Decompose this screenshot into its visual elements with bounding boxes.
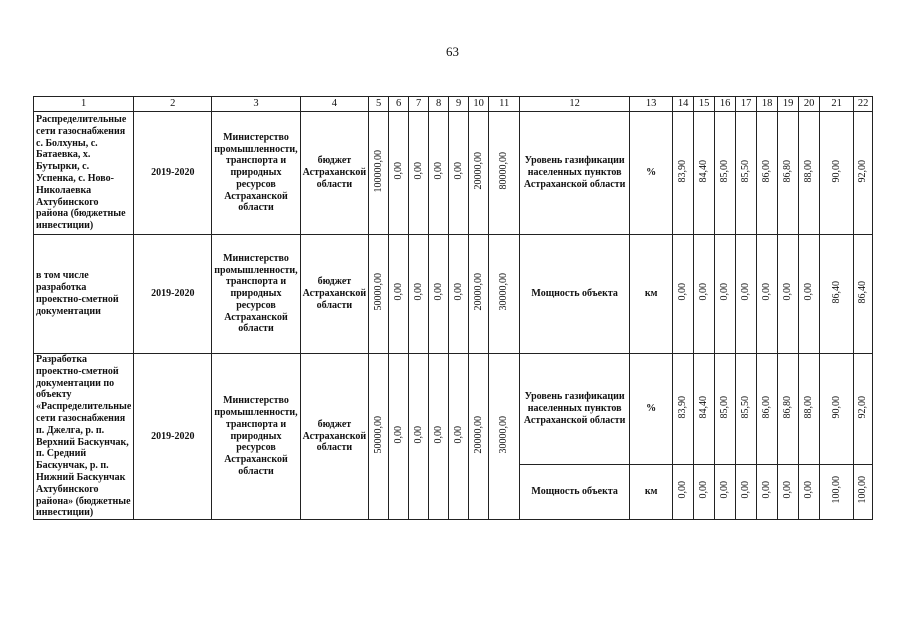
amount-cell xyxy=(429,235,449,354)
value-cell xyxy=(757,464,778,519)
amount-cell xyxy=(449,354,469,520)
indicator-value: 85,50 xyxy=(740,395,752,419)
amount-cell xyxy=(389,112,409,235)
value-cell xyxy=(778,464,799,519)
amount-cell xyxy=(409,354,429,520)
program-table xyxy=(33,96,873,520)
header-row xyxy=(34,97,873,112)
header-cell: 18 xyxy=(757,97,778,112)
value-cell xyxy=(757,112,778,235)
amount-cell xyxy=(469,354,489,520)
value-cell xyxy=(820,464,854,519)
indicator-value: 0,00 xyxy=(740,481,752,499)
value-cell xyxy=(854,354,873,465)
value-cell xyxy=(854,235,873,354)
table-row xyxy=(34,235,873,354)
value-cell xyxy=(778,235,799,354)
indicator-value: 86,00 xyxy=(761,159,773,183)
page-number: 63 xyxy=(446,44,459,59)
amount-value: 0,00 xyxy=(392,425,404,444)
indicator-value: 100,00 xyxy=(830,476,842,504)
header-cell: 16 xyxy=(715,97,736,112)
indicator: Уровень газификации населенных пунктов Астраханской области xyxy=(520,112,630,235)
funding-source: бюджет Астраханской области xyxy=(300,112,368,235)
header-cell: 2 xyxy=(134,97,212,112)
value-cell xyxy=(820,354,854,465)
executor: Министерство промышленности, транспорта и природных ресурсов Астраханской области xyxy=(212,235,300,354)
unit: км xyxy=(630,464,673,519)
header-cell: 12 xyxy=(520,97,630,112)
amount-value: 0,00 xyxy=(452,162,464,180)
indicator-value: 86,80 xyxy=(782,159,794,183)
executor: Министерство промышленности, транспорта и природных ресурсов Астраханской области xyxy=(212,112,300,235)
amount-value: 100000,00 xyxy=(372,149,384,193)
period: 2019-2020 xyxy=(134,354,212,520)
amount-value: 20000,00 xyxy=(472,152,484,190)
indicator: Мощность объекта xyxy=(520,235,630,354)
value-cell xyxy=(820,235,854,354)
unit: % xyxy=(630,112,673,235)
value-cell xyxy=(694,112,715,235)
amount-value: 20000,00 xyxy=(472,273,484,311)
object-name: Распределительные сети газоснабжения с. Болхуны, с. Батаевка, х. Бутырки, с. Успенка, с. Ново-Николаевка Ахтубинского района (бюджетные инвестиции) xyxy=(34,112,134,235)
amount-cell xyxy=(489,354,520,520)
indicator-value: 0,00 xyxy=(677,283,689,301)
table-row xyxy=(34,112,873,235)
indicator-value: 83,90 xyxy=(677,395,689,419)
value-cell xyxy=(694,354,715,465)
amount-value: 30000,00 xyxy=(498,415,510,454)
amount-cell xyxy=(429,354,449,520)
unit: км xyxy=(630,235,673,354)
indicator-value: 86,40 xyxy=(857,280,869,304)
value-cell xyxy=(736,354,757,465)
value-cell xyxy=(757,354,778,465)
header-cell: 3 xyxy=(212,97,300,112)
value-cell xyxy=(736,464,757,519)
value-cell xyxy=(799,112,820,235)
indicator-value: 100,00 xyxy=(857,476,869,504)
value-cell xyxy=(694,235,715,354)
header-cell: 6 xyxy=(389,97,409,112)
funding-source: бюджет Астраханской области xyxy=(300,235,368,354)
amount-cell xyxy=(369,112,389,235)
period: 2019-2020 xyxy=(134,112,212,235)
indicator-value: 0,00 xyxy=(698,283,710,301)
amount-value: 80000,00 xyxy=(498,152,510,190)
amount-cell xyxy=(489,112,520,235)
indicator-value: 0,00 xyxy=(782,283,794,301)
value-cell xyxy=(854,112,873,235)
header-cell: 14 xyxy=(673,97,694,112)
header-cell: 1 xyxy=(34,97,134,112)
header-cell: 8 xyxy=(429,97,449,112)
indicator-value: 92,00 xyxy=(857,159,869,183)
value-cell xyxy=(820,112,854,235)
funding-source: бюджет Астраханской области xyxy=(300,354,368,520)
indicator-value: 0,00 xyxy=(782,481,794,499)
value-cell xyxy=(673,354,694,465)
amount-cell xyxy=(369,235,389,354)
indicator-value: 86,80 xyxy=(782,395,794,419)
header-cell: 9 xyxy=(449,97,469,112)
value-cell xyxy=(694,464,715,519)
value-cell xyxy=(715,464,736,519)
amount-value: 0,00 xyxy=(392,162,404,180)
amount-cell xyxy=(389,235,409,354)
indicator-value: 85,00 xyxy=(719,395,731,419)
object-name: в том числе разработка проектно-сметной документации xyxy=(34,235,134,354)
value-cell xyxy=(736,235,757,354)
indicator-value: 90,00 xyxy=(830,395,842,419)
amount-value: 50000,00 xyxy=(372,415,384,454)
indicator-value: 0,00 xyxy=(761,283,773,301)
indicator: Мощность объекта xyxy=(520,464,630,519)
amount-value: 0,00 xyxy=(452,425,464,444)
value-cell xyxy=(799,354,820,465)
unit: % xyxy=(630,354,673,465)
indicator-value: 83,90 xyxy=(677,159,689,183)
amount-value: 0,00 xyxy=(432,162,444,180)
amount-value: 0,00 xyxy=(452,283,464,301)
value-cell xyxy=(715,354,736,465)
value-cell xyxy=(854,464,873,519)
value-cell xyxy=(799,464,820,519)
executor: Министерство промышленности, транспорта и природных ресурсов Астраханской области xyxy=(212,354,300,520)
amount-cell xyxy=(409,112,429,235)
amount-value: 0,00 xyxy=(412,283,424,301)
header-cell: 5 xyxy=(369,97,389,112)
value-cell xyxy=(778,112,799,235)
amount-cell xyxy=(449,235,469,354)
value-cell xyxy=(673,235,694,354)
header-cell: 21 xyxy=(820,97,854,112)
indicator-value: 84,40 xyxy=(698,395,710,419)
value-cell xyxy=(715,112,736,235)
amount-value: 50000,00 xyxy=(372,273,384,311)
header-cell: 15 xyxy=(694,97,715,112)
value-cell xyxy=(778,354,799,465)
indicator-value: 86,00 xyxy=(761,395,773,419)
value-cell xyxy=(757,235,778,354)
indicator-value: 84,40 xyxy=(698,159,710,183)
indicator-value: 0,00 xyxy=(719,283,731,301)
amount-cell xyxy=(469,235,489,354)
period: 2019-2020 xyxy=(134,235,212,354)
indicator: Уровень газификации населенных пунктов Астраханской области xyxy=(520,354,630,465)
indicator-value: 90,00 xyxy=(830,159,842,183)
indicator-value: 92,00 xyxy=(857,395,869,419)
value-cell xyxy=(736,112,757,235)
amount-cell xyxy=(489,235,520,354)
header-cell: 13 xyxy=(630,97,673,112)
value-cell xyxy=(799,235,820,354)
value-cell xyxy=(673,464,694,519)
header-cell: 22 xyxy=(854,97,873,112)
amount-cell xyxy=(469,112,489,235)
indicator-value: 0,00 xyxy=(698,481,710,499)
amount-cell xyxy=(409,235,429,354)
header-cell: 4 xyxy=(300,97,368,112)
amount-value: 0,00 xyxy=(432,425,444,444)
amount-cell xyxy=(429,112,449,235)
table-row xyxy=(34,354,873,465)
indicator-value: 0,00 xyxy=(677,481,689,499)
header-cell: 20 xyxy=(799,97,820,112)
indicator-value: 0,00 xyxy=(719,481,731,499)
indicator-value: 86,40 xyxy=(830,280,842,304)
indicator-value: 85,50 xyxy=(740,159,752,183)
indicator-value: 85,00 xyxy=(719,159,731,183)
amount-value: 0,00 xyxy=(432,283,444,301)
amount-value: 0,00 xyxy=(412,162,424,180)
header-cell: 11 xyxy=(489,97,520,112)
indicator-value: 88,00 xyxy=(803,159,815,183)
indicator-value: 0,00 xyxy=(803,283,815,301)
amount-cell xyxy=(389,354,409,520)
amount-value: 30000,00 xyxy=(498,273,510,311)
amount-value: 0,00 xyxy=(392,283,404,301)
header-cell: 19 xyxy=(778,97,799,112)
indicator-value: 0,00 xyxy=(761,481,773,499)
indicator-value: 88,00 xyxy=(803,395,815,419)
amount-value: 0,00 xyxy=(412,425,424,444)
value-cell xyxy=(673,112,694,235)
header-cell: 10 xyxy=(469,97,489,112)
header-cell: 7 xyxy=(409,97,429,112)
value-cell xyxy=(715,235,736,354)
amount-cell xyxy=(369,354,389,520)
amount-value: 20000,00 xyxy=(472,415,484,454)
indicator-value: 0,00 xyxy=(803,481,815,499)
indicator-value: 0,00 xyxy=(740,283,752,301)
amount-cell xyxy=(449,112,469,235)
object-name: Разработка проектно-сметной документации по объекту «Распределительные сети газоснабжения п. Джелга, р. п. Верхний Баскунчак, п. Средний Баскунчак, р. п. Нижний Баскунчак Ахтубинского района» (бюджетные инвестиции) xyxy=(34,354,134,520)
header-cell: 17 xyxy=(736,97,757,112)
